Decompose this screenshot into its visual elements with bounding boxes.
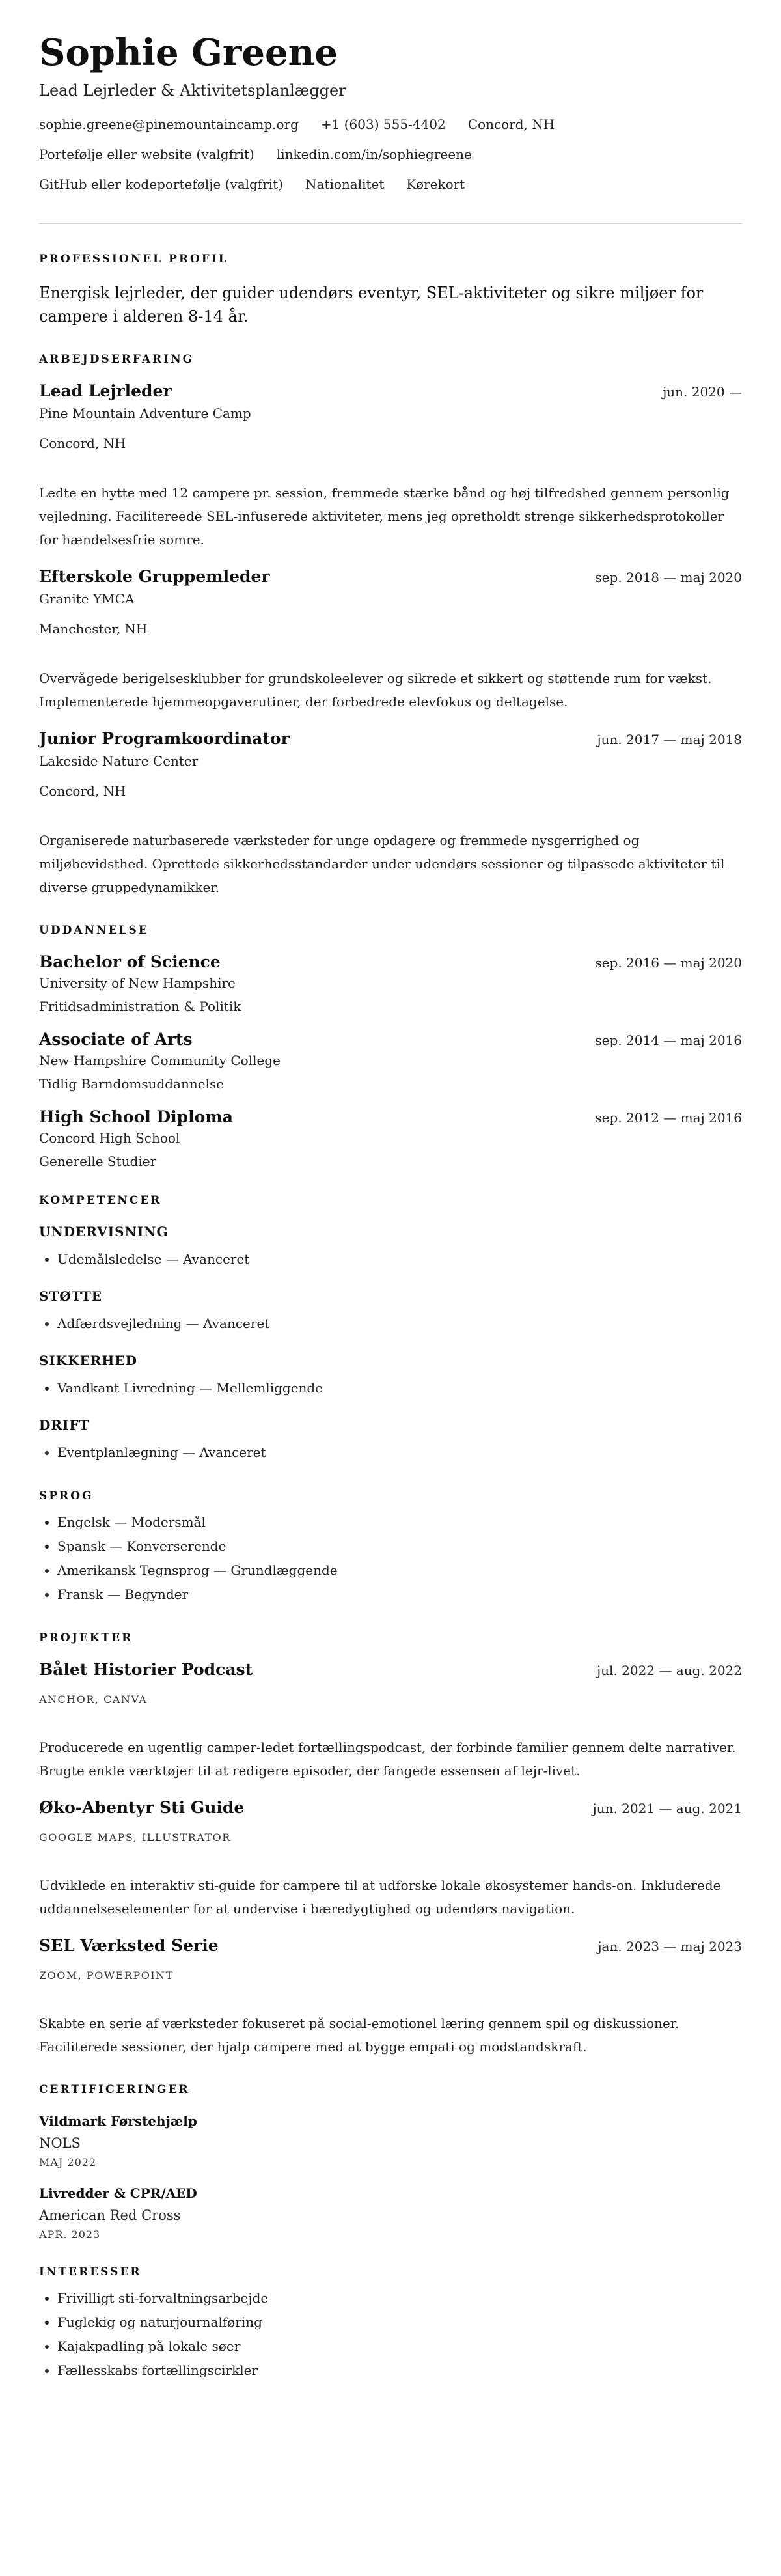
skill-category: STØTTE: [39, 1288, 103, 1305]
study-field: Tidlig Barndomsuddannelse: [39, 1076, 225, 1092]
project-name: Bålet Historier Podcast: [39, 1660, 253, 1680]
contact-portfolio[interactable]: Portefølje eller website (valgfrit): [39, 146, 254, 163]
skill-item: • Vandkant Livredning — Mellemliggende: [57, 1376, 742, 1400]
language-item: • Amerikansk Tegnsprog — Grundlæggende: [57, 1558, 742, 1583]
education-entry: [39, 1107, 742, 1169]
section-title-languages: SPROG: [39, 1489, 94, 1503]
project-date: jul. 2022 — aug. 2022: [596, 1663, 742, 1679]
skill-category: DRIFT: [39, 1417, 90, 1433]
candidate-name: Sophie Greene: [39, 31, 338, 74]
project-entry: [39, 1798, 742, 1920]
project-entry: [39, 1660, 742, 1782]
job-description: Overvågede berigelsesklubber for grundskoleelever og sikrede et sikkert og støttende rum for vækst. Implementerede hjemmeopgaverutiner, der forbedrede elevfokus og deltagelse.: [39, 671, 712, 710]
education-entry: [39, 952, 742, 1014]
project-name: SEL Værksted Serie: [39, 1936, 219, 1956]
study-field: Fritidsadministration & Politik: [39, 999, 241, 1015]
profile-section: [39, 253, 742, 328]
degree-title: Associate of Arts: [39, 1030, 193, 1049]
language-item: • Spansk — Konverserende: [57, 1534, 742, 1558]
section-title-projects: PROJEKTER: [39, 1631, 133, 1645]
section-title-education: UDDANNELSE: [39, 924, 149, 937]
job-employer: Lakeside Nature Center: [39, 753, 199, 769]
degree-date: sep. 2014 — maj 2016: [595, 1032, 742, 1049]
experience-section: [39, 353, 742, 899]
cert-name: Livredder & CPR/AED: [39, 2185, 197, 2202]
profile-summary: Energisk lejrleder, der guider udendørs eventyr, SEL-aktiviteter og sikre miljøer for campere i alderen 8-14 år.: [39, 284, 704, 326]
skills-section: [39, 1194, 742, 1465]
job-description: Organiserede naturbaserede værksteder for unge opdagere og fremmede nysgerrighed og miljøbevidsthed. Oprettede sikkerhedsstandarder under udendørs sessioner og tilpassede aktiviteter til diverse gruppedynamikker.: [39, 833, 725, 896]
contact-row-primary: [39, 117, 742, 132]
contact-linkedin[interactable]: linkedin.com/in/sophiegreene: [276, 146, 472, 163]
contact-github[interactable]: GitHub eller kodeportefølje (valgfrit): [39, 176, 284, 193]
language-list: [39, 1510, 742, 1607]
interests-section: [39, 2265, 742, 2383]
job-location: Manchester, NH: [39, 621, 148, 637]
contact-license: Kørekort: [406, 176, 465, 193]
project-tech: ZOOM, POWERPOINT: [39, 1969, 174, 1982]
degree-title: High School Diploma: [39, 1107, 233, 1127]
skill-list: [39, 1312, 742, 1336]
section-title-profile: PROFESSIONEL PROFIL: [39, 253, 228, 266]
job-description: Ledte en hytte med 12 campere pr. session, fremmede stærke bånd og høj tilfredshed gennem personlig vejledning. Facilitereede SEL-infuserede aktiviteter, mens jeg opretholdt strenge sikkerhedsprotokoller for hændelsesfrie somre.: [39, 485, 730, 548]
section-title-experience: ARBEJDSERFARING: [39, 353, 195, 367]
degree-date: sep. 2012 — maj 2016: [595, 1110, 742, 1126]
job-location: Concord, NH: [39, 436, 126, 452]
cert-name: Vildmark Førstehjælp: [39, 2113, 197, 2129]
contact-email[interactable]: sophie.greene@pinemountaincamp.org: [39, 117, 299, 133]
section-title-certifications: CERTIFICERINGER: [39, 2083, 190, 2097]
education-entry: [39, 1030, 742, 1092]
project-description: Producerede en ugentlig camper-ledet fortællingspodcast, der forbinde familier gennem delte narrativer. Brugte enkle værktøjer til at redigere episoder, der fangede essensen af lejr-livet.: [39, 1739, 736, 1779]
resume-header: [39, 31, 742, 192]
contact-location: Concord, NH: [467, 117, 555, 133]
interest-item: • Frivilligt sti-forvaltningsarbejde: [57, 2286, 742, 2310]
skill-list: [39, 1247, 742, 1271]
job-employer: Granite YMCA: [39, 591, 135, 607]
project-tech: GOOGLE MAPS, ILLUSTRATOR: [39, 1831, 231, 1844]
job-employer: Pine Mountain Adventure Camp: [39, 406, 251, 422]
cert-date: MAJ 2022: [39, 2156, 97, 2169]
project-description: Skabte en serie af værksteder fokuseret på social-emotionel læring gennem spil og diskussioner. Faciliterede sessioner, der hjalp campere med at bygge empati og modstandskraft.: [39, 2015, 679, 2055]
job-date: sep. 2018 — maj 2020: [595, 570, 742, 586]
experience-entry: [39, 381, 742, 551]
skill-list: [39, 1376, 742, 1400]
project-date: jan. 2023 — maj 2023: [597, 1939, 742, 1955]
degree-date: sep. 2016 — maj 2020: [595, 955, 742, 971]
certifications-section: [39, 2083, 742, 2241]
skill-item: • Eventplanlægning — Avanceret: [57, 1441, 742, 1465]
job-title: Junior Programkoordinator: [39, 729, 290, 749]
contact-row-links: [39, 146, 742, 162]
project-tech: ANCHOR, CANVA: [39, 1693, 148, 1706]
project-name: Øko-Abentyr Sti Guide: [39, 1798, 245, 1818]
job-title: Efterskole Gruppemleder: [39, 567, 270, 587]
contact-nationality: Nationalitet: [305, 176, 385, 193]
school-name: University of New Hampshire: [39, 975, 236, 991]
contact-phone[interactable]: +1 (603) 555-4402: [320, 117, 446, 133]
interest-item: • Fuglekig og naturjournalføring: [57, 2310, 742, 2334]
project-description: Udviklede en interaktiv sti-guide for campere til at udforske lokale økosystemer hands-on. Inkluderede uddannelseselementer for at undervise i bæredygtighed og udendørs navigation.: [39, 1877, 721, 1917]
job-title: Lead Lejrleder: [39, 381, 172, 401]
header-divider: [39, 223, 742, 224]
school-name: Concord High School: [39, 1130, 180, 1146]
skill-category: SIKKERHED: [39, 1353, 137, 1369]
experience-entry: [39, 729, 742, 899]
cert-issuer: American Red Cross: [39, 2208, 181, 2224]
school-name: New Hampshire Community College: [39, 1053, 281, 1069]
skill-category: UNDERVISNING: [39, 1224, 169, 1240]
resume-page: [39, 0, 742, 2383]
degree-title: Bachelor of Science: [39, 952, 221, 972]
candidate-headline: Lead Lejrleder & Aktivitetsplanlægger: [39, 81, 346, 100]
job-location: Concord, NH: [39, 783, 126, 799]
study-field: Generelle Studier: [39, 1154, 157, 1170]
section-title-skills: KOMPETENCER: [39, 1194, 162, 1208]
experience-entry: [39, 567, 742, 713]
projects-section: [39, 1631, 742, 2058]
interest-list: [39, 2286, 742, 2383]
job-date: jun. 2017 — maj 2018: [597, 732, 742, 748]
languages-section: [39, 1489, 742, 1607]
project-date: jun. 2021 — aug. 2021: [592, 1801, 742, 1817]
language-item: • Engelsk — Modersmål: [57, 1510, 742, 1534]
cert-date: APR. 2023: [39, 2228, 101, 2241]
section-title-interests: INTERESSER: [39, 2265, 142, 2279]
skill-item: • Adfærdsvejledning — Avanceret: [57, 1312, 742, 1336]
skill-item: • Udemålsledelse — Avanceret: [57, 1247, 742, 1271]
cert-issuer: NOLS: [39, 2135, 81, 2152]
language-item: • Fransk — Begynder: [57, 1583, 742, 1607]
education-section: [39, 924, 742, 1169]
interest-item: • Kajakpadling på lokale søer: [57, 2334, 742, 2359]
interest-item: • Fællesskabs fortællingscirkler: [57, 2359, 742, 2383]
contact-row-extra: [39, 176, 742, 192]
skill-list: [39, 1441, 742, 1465]
job-date: jun. 2020 —: [663, 384, 742, 400]
project-entry: [39, 1936, 742, 2058]
